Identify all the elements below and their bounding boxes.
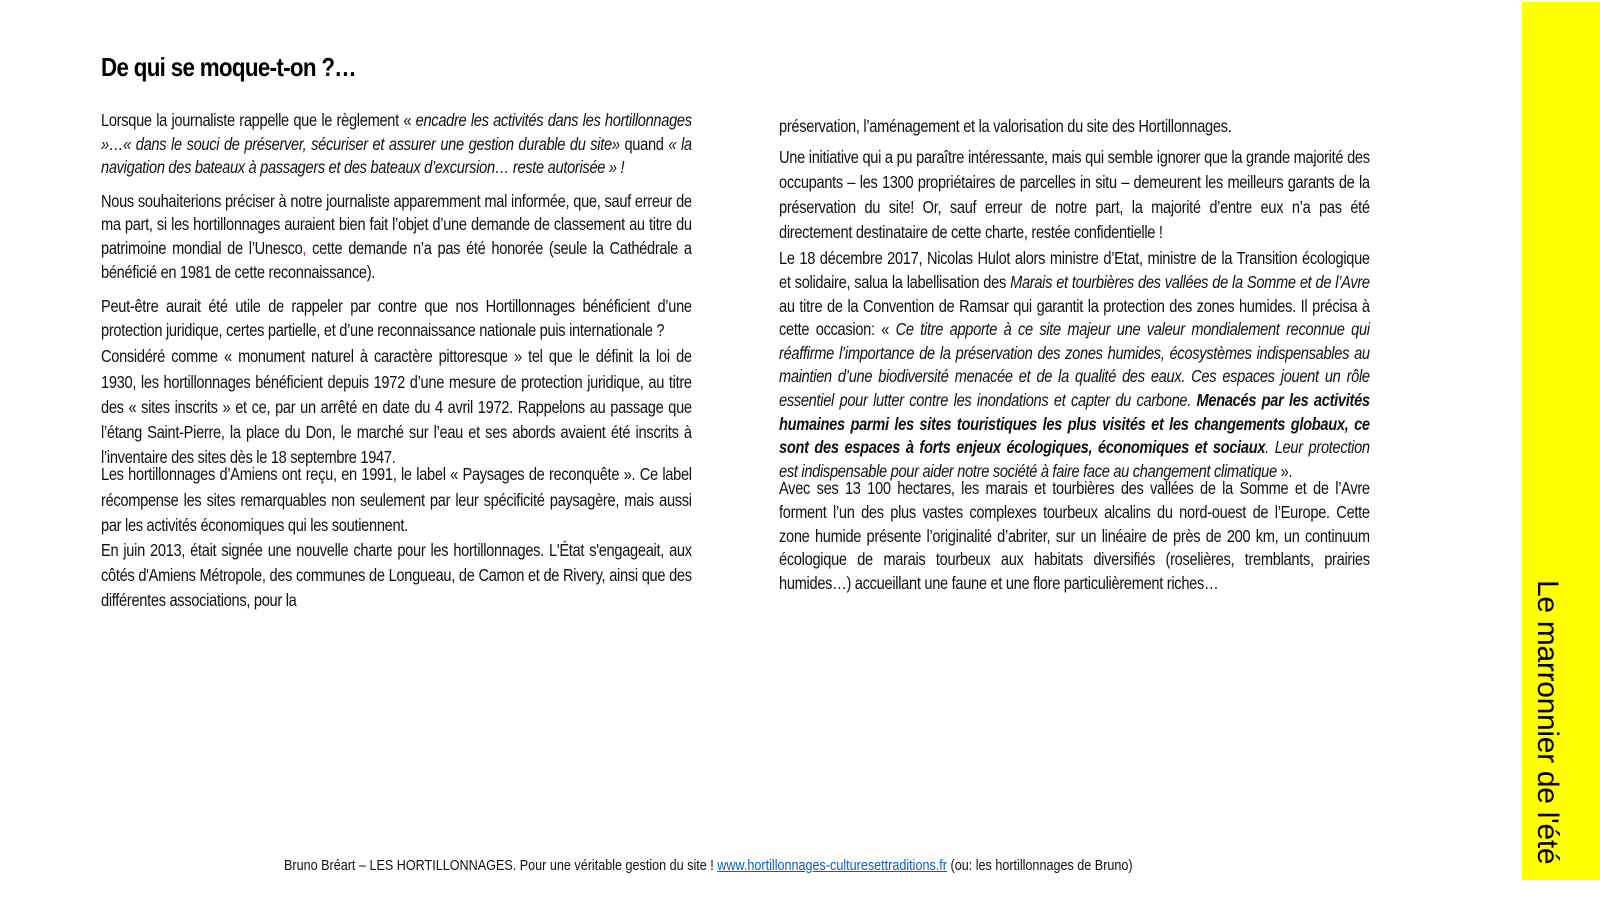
paragraph-text: En juin 2013, était signée une nouvelle charte pour les hortillonnages. L'État s'engageait, aux côtés d'Amiens Métropole, des communes de Longueau, de Camon et de Rivery, ainsi que des différentes associations, pour la xyxy=(101,539,692,611)
paragraph-text xyxy=(101,109,692,180)
text-run: Le 18 décembre 2017, Nicolas Hulot alors ministre d’Etat, ministre de la Transition écologique et solidaire, salua la labellisation des xyxy=(779,248,1370,292)
quote-bold-italic: Menacés par les activités humaines parmi les sites touristiques les plus visités et les changements globaux, ce sont des espaces à forts enjeux écologiques, économiques et sociaux xyxy=(779,389,1370,458)
side-label: Le marronnier de l'été xyxy=(1531,580,1564,865)
text-run: quand xyxy=(619,133,669,154)
paragraph-text: Peut-être aurait été utile de rappeler par contre que nos Hortillonnages bénéficient d’une protection juridique, certes partielle, et d’une reconnaissance nationale puis internationale ? xyxy=(101,296,692,340)
paragraph-text: Avec ses 13 100 hectares, les marais et tourbières des vallées de la Somme et de l’Avre forment l’un des plus vastes complexes tourbeux alcalins du nord-ouest de l’Europe. Cette zone humide présente l’originalité d’abriter, sur un linéaire de près de 200 km, un continuum écologique de marais tourbeux aux habitats diversifiés (roselières, tremblants, prairies humides…) accueillant une faune et une flore particulièrement riches… xyxy=(779,478,1370,593)
left-column xyxy=(101,109,692,630)
paragraph xyxy=(101,295,692,342)
italic-name: Marais et tourbières des vallées de la Somme et de l’Avre xyxy=(1010,272,1370,292)
quote-italic: Ce titre apporte à ce site majeur une valeur mondialement reconnue qui réaffirme l’importance de la préservation des zones humides, écosystèmes indispensables au maintien d’une biodiversité menacée et de la qualité des eaux. Ces espaces jouent un rôle essentiel pour lutter contre les inondations et capter du carbone. xyxy=(779,319,1370,410)
red-comma: , xyxy=(302,237,307,258)
website-link[interactable]: www.hortillonnages-culturesettraditions.fr xyxy=(717,857,947,874)
quote-italic: encadre les activités dans les hortillonnages »…« dans le souci de préserver, sécuriser et assurer une gestion durable du site» xyxy=(101,110,692,154)
paragraph xyxy=(779,145,1370,246)
paragraph xyxy=(101,190,692,284)
right-column xyxy=(779,115,1370,611)
paragraph-text: Une initiative qui a pu paraître intéressante, mais qui semble ignorer que la grande majorité des occupants – les 1300 propriétaires de parcelles in situ – demeurent les meilleurs garants de la préservation du site! Or, sauf erreur de notre part, la majorité d’entre eux n’a pas été directement destinataire de cette charte, restée confidentielle ! xyxy=(779,146,1370,243)
text-run: Nous souhaiterions préciser à notre journaliste apparemment mal informée, que, sauf erreur de ma part, si les hortillonnages auraient bien fait l’objet d’une demande de classement au titre du patrimoine mondial de l’Unesco xyxy=(101,190,692,258)
quote-italic: « la navigation des bateaux à passagers et des bateaux d’excursion… reste autorisée » ! xyxy=(101,133,692,178)
paragraph-text: Considéré comme « monument naturel à caractère pittoresque » tel que le définit la loi de 1930, les hortillonnages bénéficient depuis 1972 d’une mesure de protection juridique, au titre des « sites inscrits » et ce, par un arrêté en date du 4 avril 1972. Rappelons au passage que l’étang Saint-Pierre, la place du Don, le marché sur l’eau et ses abords avaient été inscrits à l’inventaire des sites dès le 18 septembre 1947. xyxy=(101,346,692,468)
paragraph-text xyxy=(101,190,692,284)
paragraph xyxy=(101,344,692,470)
paragraph xyxy=(101,109,692,180)
paragraph xyxy=(779,247,1370,483)
text-run: Lorsque la journaliste rappelle que le règlement « xyxy=(101,110,416,130)
paragraph xyxy=(779,477,1370,595)
quote-italic: . Leur protection est indispensable pour aider notre société à faire face au changement climatique xyxy=(779,437,1370,481)
footer xyxy=(284,857,1133,874)
paragraph xyxy=(779,115,1370,139)
paragraph-text: Les hortillonnages d’Amiens ont reçu, en 1991, le label « Paysages de reconquête ». Ce label récompense les sites remarquables non seulement par leur spécificité paysagère, mais aussi par les activités économiques qui les soutiennent. xyxy=(101,464,692,535)
page-title: De qui se moque-t-on ?… xyxy=(101,52,356,82)
paragraph xyxy=(101,538,692,614)
paragraph xyxy=(101,462,692,538)
text-run: au titre de la Convention de Ramsar qui garantit la protection des zones humides. Il précisa à cette occasion: « xyxy=(779,295,1370,340)
paragraph-text: préservation, l’aménagement et la valorisation du site des Hortillonnages. xyxy=(779,116,1232,136)
text-run: cette demande n’a pas été honorée (seule la Cathédrale a bénéficié en 1981 de cette reconnaissance). xyxy=(101,237,692,282)
footer-credit: Bruno Bréart – LES HORTILLONNAGES. Pour une véritable gestion du site ! xyxy=(284,857,718,874)
paragraph-text xyxy=(779,247,1370,483)
text-run: ». xyxy=(1276,460,1293,481)
footer-note: (ou: les hortillonnages de Bruno) xyxy=(946,857,1133,874)
